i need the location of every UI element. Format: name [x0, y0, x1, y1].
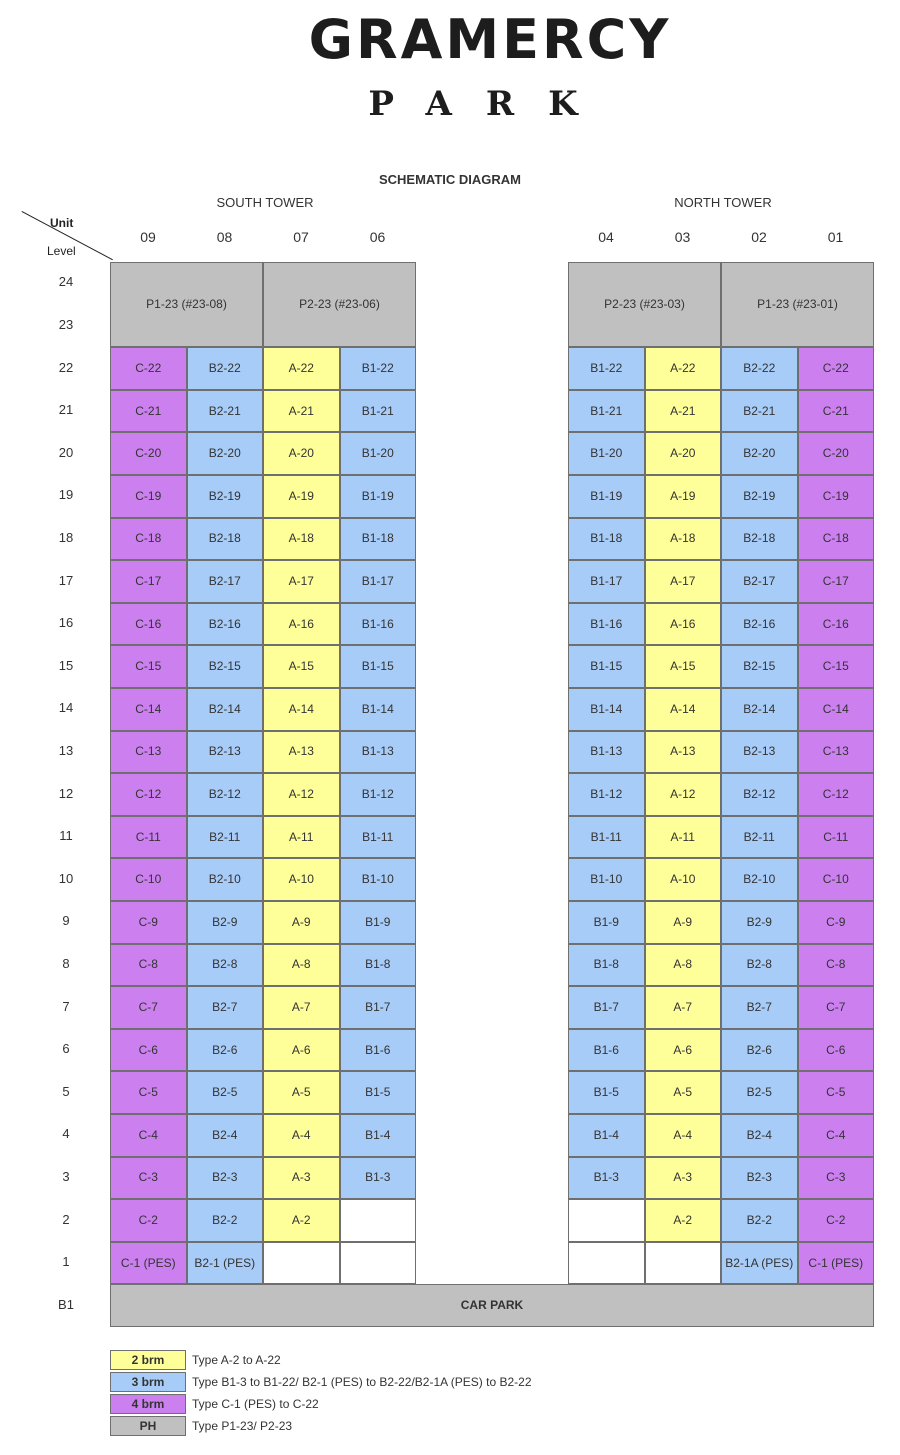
south-unit-cell: C-6	[110, 1029, 187, 1072]
level-label-17: 17	[58, 572, 74, 588]
legend-row	[110, 1416, 292, 1436]
south-unit-cell: B2-5	[187, 1071, 264, 1114]
south-unit-cell: C-8	[110, 944, 187, 987]
north-unit-cell: A-17	[645, 560, 722, 603]
north-unit-cell: A-16	[645, 603, 722, 646]
north-unit-cell: C-8	[798, 944, 875, 987]
south-unit-cell: B1-10	[340, 858, 417, 901]
south-unit-cell: C-15	[110, 645, 187, 688]
south-unit-cell: C-16	[110, 603, 187, 646]
level-label-13: 13	[58, 742, 74, 758]
south-unit-cell: A-22	[263, 347, 340, 390]
south-unit-cell: C-4	[110, 1114, 187, 1157]
level-label-2: 2	[62, 1211, 70, 1227]
south-unit-cell: B1-9	[340, 901, 417, 944]
south-unit-cell: B2-22	[187, 347, 264, 390]
south-column-07: 07	[293, 229, 309, 245]
south-unit-cell: B1-6	[340, 1029, 417, 1072]
north-unit-cell: C-18	[798, 518, 875, 561]
north-unit-cell: C-22	[798, 347, 875, 390]
north-unit-cell: C-21	[798, 390, 875, 433]
south-unit-cell: B2-19	[187, 475, 264, 518]
brand-subname: PARK	[368, 84, 612, 124]
south-unit-cell: A-6	[263, 1029, 340, 1072]
north-unit-cell: A-5	[645, 1071, 722, 1114]
south-unit-cell: B1-21	[340, 390, 417, 433]
north-unit-cell: B2-14	[721, 688, 798, 731]
north-unit-cell: A-4	[645, 1114, 722, 1157]
north-unit-cell: B1-19	[568, 475, 645, 518]
south-column-06: 06	[369, 229, 386, 245]
north-unit-cell: A-11	[645, 816, 722, 859]
south-unit-cell: B2-10	[187, 858, 264, 901]
south-unit-cell: B2-4	[187, 1114, 264, 1157]
south-unit-cell: A-12	[263, 773, 340, 816]
north-unit-cell: C-4	[798, 1114, 875, 1157]
legend-description: Type C-1 (PES) to C-22	[192, 1397, 319, 1411]
south-unit-cell: B2-20	[187, 432, 264, 475]
north-unit-cell: B2-10	[721, 858, 798, 901]
south-unit-cell: B1-12	[340, 773, 417, 816]
south-unit-cell: B2-21	[187, 390, 264, 433]
north-unit-cell: B2-22	[721, 347, 798, 390]
north-unit-cell: B2-16	[721, 603, 798, 646]
level-label-21: 21	[58, 402, 74, 418]
north-unit-cell: B2-13	[721, 731, 798, 774]
north-unit-cell: C-11	[798, 816, 875, 859]
south-unit-cell: B2-14	[187, 688, 264, 731]
north-unit-cell: A-7	[645, 986, 722, 1029]
south-unit-cell: C-14	[110, 688, 187, 731]
north-unit-cell: B1-16	[568, 603, 645, 646]
south-tower-label: SOUTH TOWER	[216, 195, 314, 210]
south-unit-cell: A-21	[263, 390, 340, 433]
south-unit-cell: B2-17	[187, 560, 264, 603]
south-unit-cell: B2-11	[187, 816, 264, 859]
diagram-title: SCHEMATIC DIAGRAM	[378, 172, 522, 187]
south-unit-cell: A-7	[263, 986, 340, 1029]
south-column-08: 08	[216, 229, 233, 245]
north-unit-cell: B2-8	[721, 944, 798, 987]
south-unit-cell: C-3	[110, 1157, 187, 1200]
south-unit-cell: C-11	[110, 816, 187, 859]
south-unit-cell: B2-9	[187, 901, 264, 944]
south-unit-cell: A-11	[263, 816, 340, 859]
north-unit-cell: C-2	[798, 1199, 875, 1242]
north-penthouse-2: P1-23 (#23-01)	[721, 262, 874, 347]
south-unit-cell: A-20	[263, 432, 340, 475]
north-unit-cell: B1-10	[568, 858, 645, 901]
south-unit-cell: C-12	[110, 773, 187, 816]
north-unit-cell	[568, 1199, 645, 1242]
north-unit-cell: A-18	[645, 518, 722, 561]
level-label-23: 23	[58, 316, 74, 332]
south-unit-cell: C-9	[110, 901, 187, 944]
north-unit-cell: B2-21	[721, 390, 798, 433]
legend-swatch: PH	[110, 1416, 186, 1436]
north-unit-cell: B2-17	[721, 560, 798, 603]
level-label-14: 14	[58, 700, 74, 716]
south-unit-cell: A-10	[263, 858, 340, 901]
north-unit-cell: A-9	[645, 901, 722, 944]
level-header: Level	[47, 244, 76, 258]
north-unit-cell: C-5	[798, 1071, 875, 1114]
south-unit-cell: C-19	[110, 475, 187, 518]
north-unit-cell: B2-1A (PES)	[721, 1242, 798, 1285]
north-unit-cell: A-22	[645, 347, 722, 390]
north-unit-cell: B1-6	[568, 1029, 645, 1072]
north-unit-cell: C-1 (PES)	[798, 1242, 875, 1285]
level-label-11: 11	[59, 828, 73, 844]
north-unit-cell: B1-11	[568, 816, 645, 859]
level-label-16: 16	[58, 615, 74, 631]
north-unit-cell: C-6	[798, 1029, 875, 1072]
brand-name: GRAMERCY	[308, 8, 672, 71]
south-unit-cell: A-17	[263, 560, 340, 603]
south-unit-cell: B2-7	[187, 986, 264, 1029]
south-unit-cell: B1-5	[340, 1071, 417, 1114]
south-unit-cell: B1-19	[340, 475, 417, 518]
south-unit-cell: B1-7	[340, 986, 417, 1029]
south-penthouse-1: P1-23 (#23-08)	[110, 262, 263, 347]
north-unit-cell: B2-18	[721, 518, 798, 561]
north-unit-cell: B1-18	[568, 518, 645, 561]
legend-swatch: 3 brm	[110, 1372, 186, 1392]
level-label-10: 10	[58, 870, 74, 886]
north-unit-cell: B1-8	[568, 944, 645, 987]
north-unit-cell: B2-7	[721, 986, 798, 1029]
north-unit-cell: B1-7	[568, 986, 645, 1029]
north-unit-cell: C-3	[798, 1157, 875, 1200]
south-unit-cell: A-15	[263, 645, 340, 688]
south-unit-cell: A-14	[263, 688, 340, 731]
level-label-4: 4	[62, 1126, 70, 1142]
north-unit-cell: A-6	[645, 1029, 722, 1072]
south-unit-cell: B2-18	[187, 518, 264, 561]
north-unit-cell	[645, 1242, 722, 1285]
south-unit-cell: C-17	[110, 560, 187, 603]
north-unit-cell: B1-22	[568, 347, 645, 390]
south-unit-cell: B2-6	[187, 1029, 264, 1072]
north-unit-cell: C-9	[798, 901, 875, 944]
north-unit-cell: B2-2	[721, 1199, 798, 1242]
level-label-B1: B1	[58, 1296, 74, 1312]
south-unit-cell: A-13	[263, 731, 340, 774]
north-unit-cell: B2-4	[721, 1114, 798, 1157]
north-unit-cell: B2-5	[721, 1071, 798, 1114]
north-column-03: 03	[674, 229, 691, 245]
south-unit-cell: B1-18	[340, 518, 417, 561]
south-unit-cell: B2-3	[187, 1157, 264, 1200]
north-unit-cell: C-10	[798, 858, 875, 901]
north-unit-cell: B1-13	[568, 731, 645, 774]
north-unit-cell: B2-19	[721, 475, 798, 518]
south-unit-cell: B1-8	[340, 944, 417, 987]
south-unit-cell: C-10	[110, 858, 187, 901]
south-unit-cell: A-8	[263, 944, 340, 987]
north-unit-cell: B2-11	[721, 816, 798, 859]
legend-swatch: 2 brm	[110, 1350, 186, 1370]
south-unit-cell: C-20	[110, 432, 187, 475]
legend-row	[110, 1372, 532, 1392]
south-unit-cell	[263, 1242, 340, 1285]
level-label-6: 6	[62, 1041, 70, 1057]
north-unit-cell: B1-21	[568, 390, 645, 433]
north-unit-cell: A-8	[645, 944, 722, 987]
south-unit-cell: B2-15	[187, 645, 264, 688]
north-unit-cell: C-19	[798, 475, 875, 518]
north-penthouse-1: P2-23 (#23-03)	[568, 262, 721, 347]
level-label-7: 7	[62, 998, 70, 1014]
north-unit-cell: B2-20	[721, 432, 798, 475]
north-unit-cell: C-7	[798, 986, 875, 1029]
south-unit-cell: B2-1 (PES)	[187, 1242, 264, 1285]
south-unit-cell: B1-17	[340, 560, 417, 603]
north-unit-cell: A-12	[645, 773, 722, 816]
north-unit-cell: A-15	[645, 645, 722, 688]
north-unit-cell: A-10	[645, 858, 722, 901]
south-unit-cell: A-19	[263, 475, 340, 518]
north-unit-cell: A-3	[645, 1157, 722, 1200]
north-unit-cell: A-21	[645, 390, 722, 433]
north-unit-cell: B1-3	[568, 1157, 645, 1200]
south-unit-cell: C-1 (PES)	[110, 1242, 187, 1285]
north-unit-cell: B1-12	[568, 773, 645, 816]
level-label-24: 24	[58, 274, 74, 290]
north-unit-cell: C-14	[798, 688, 875, 731]
car-park: CAR PARK	[110, 1284, 874, 1327]
south-unit-cell: B1-11	[340, 816, 417, 859]
legend-row	[110, 1394, 319, 1414]
north-unit-cell: C-16	[798, 603, 875, 646]
level-label-15: 15	[58, 657, 74, 673]
north-unit-cell: B1-5	[568, 1071, 645, 1114]
south-unit-cell: B1-3	[340, 1157, 417, 1200]
north-tower-label: NORTH TOWER	[674, 195, 772, 210]
south-unit-cell: C-22	[110, 347, 187, 390]
legend-row	[110, 1350, 281, 1370]
legend-description: Type P1-23/ P2-23	[192, 1419, 293, 1433]
level-label-19: 19	[58, 487, 74, 503]
south-unit-cell: B2-2	[187, 1199, 264, 1242]
south-unit-cell: B2-13	[187, 731, 264, 774]
north-unit-cell: B1-14	[568, 688, 645, 731]
north-unit-cell: B2-3	[721, 1157, 798, 1200]
south-unit-cell	[340, 1242, 417, 1285]
north-unit-cell: C-12	[798, 773, 875, 816]
legend-description: Type A-2 to A-22	[192, 1353, 281, 1367]
south-unit-cell	[340, 1199, 417, 1242]
south-unit-cell: B1-20	[340, 432, 417, 475]
north-column-01: 01	[827, 229, 844, 245]
north-unit-cell: C-13	[798, 731, 875, 774]
north-unit-cell	[568, 1242, 645, 1285]
unit-header: Unit	[50, 216, 74, 230]
north-column-02: 02	[751, 229, 767, 245]
level-label-18: 18	[58, 529, 74, 545]
south-unit-cell: A-9	[263, 901, 340, 944]
south-unit-cell: C-18	[110, 518, 187, 561]
north-unit-cell: A-14	[645, 688, 722, 731]
north-unit-cell: A-20	[645, 432, 722, 475]
north-unit-cell: C-15	[798, 645, 875, 688]
north-unit-cell: B2-12	[721, 773, 798, 816]
south-unit-cell: C-21	[110, 390, 187, 433]
north-unit-cell: B1-15	[568, 645, 645, 688]
north-unit-cell: B2-15	[721, 645, 798, 688]
level-label-9: 9	[62, 913, 70, 929]
level-label-3: 3	[62, 1168, 70, 1184]
north-unit-cell: B1-17	[568, 560, 645, 603]
legend-description: Type B1-3 to B1-22/ B2-1 (PES) to B2-22/B2-1A (PES) to B2-22	[192, 1375, 532, 1389]
north-unit-cell: C-17	[798, 560, 875, 603]
south-unit-cell: A-16	[263, 603, 340, 646]
north-unit-cell: B2-6	[721, 1029, 798, 1072]
south-unit-cell: B1-22	[340, 347, 417, 390]
south-unit-cell: B1-16	[340, 603, 417, 646]
north-unit-cell: A-2	[645, 1199, 722, 1242]
south-unit-cell: A-4	[263, 1114, 340, 1157]
south-unit-cell: B1-13	[340, 731, 417, 774]
south-unit-cell: A-5	[263, 1071, 340, 1114]
level-label-12: 12	[58, 785, 74, 801]
south-unit-cell: C-13	[110, 731, 187, 774]
level-label-22: 22	[58, 359, 74, 375]
level-label-20: 20	[58, 444, 74, 460]
south-unit-cell: B1-14	[340, 688, 417, 731]
south-unit-cell: A-3	[263, 1157, 340, 1200]
north-unit-cell: B1-20	[568, 432, 645, 475]
south-unit-cell: A-2	[263, 1199, 340, 1242]
south-column-09: 09	[140, 229, 156, 245]
level-label-1: 1	[62, 1254, 70, 1270]
south-unit-cell: C-7	[110, 986, 187, 1029]
level-label-8: 8	[62, 955, 70, 971]
south-unit-cell: C-2	[110, 1199, 187, 1242]
south-unit-cell: B2-8	[187, 944, 264, 987]
north-unit-cell: B2-9	[721, 901, 798, 944]
south-unit-cell: A-18	[263, 518, 340, 561]
north-unit-cell: A-13	[645, 731, 722, 774]
north-unit-cell: C-20	[798, 432, 875, 475]
south-unit-cell: B2-12	[187, 773, 264, 816]
south-unit-cell: C-5	[110, 1071, 187, 1114]
south-unit-cell: B2-16	[187, 603, 264, 646]
legend-swatch: 4 brm	[110, 1394, 186, 1414]
north-column-04: 04	[598, 229, 614, 245]
south-unit-cell: B1-15	[340, 645, 417, 688]
south-penthouse-2: P2-23 (#23-06)	[263, 262, 416, 347]
level-label-5: 5	[62, 1083, 70, 1099]
south-unit-cell: B1-4	[340, 1114, 417, 1157]
north-unit-cell: B1-9	[568, 901, 645, 944]
north-unit-cell: B1-4	[568, 1114, 645, 1157]
north-unit-cell: A-19	[645, 475, 722, 518]
